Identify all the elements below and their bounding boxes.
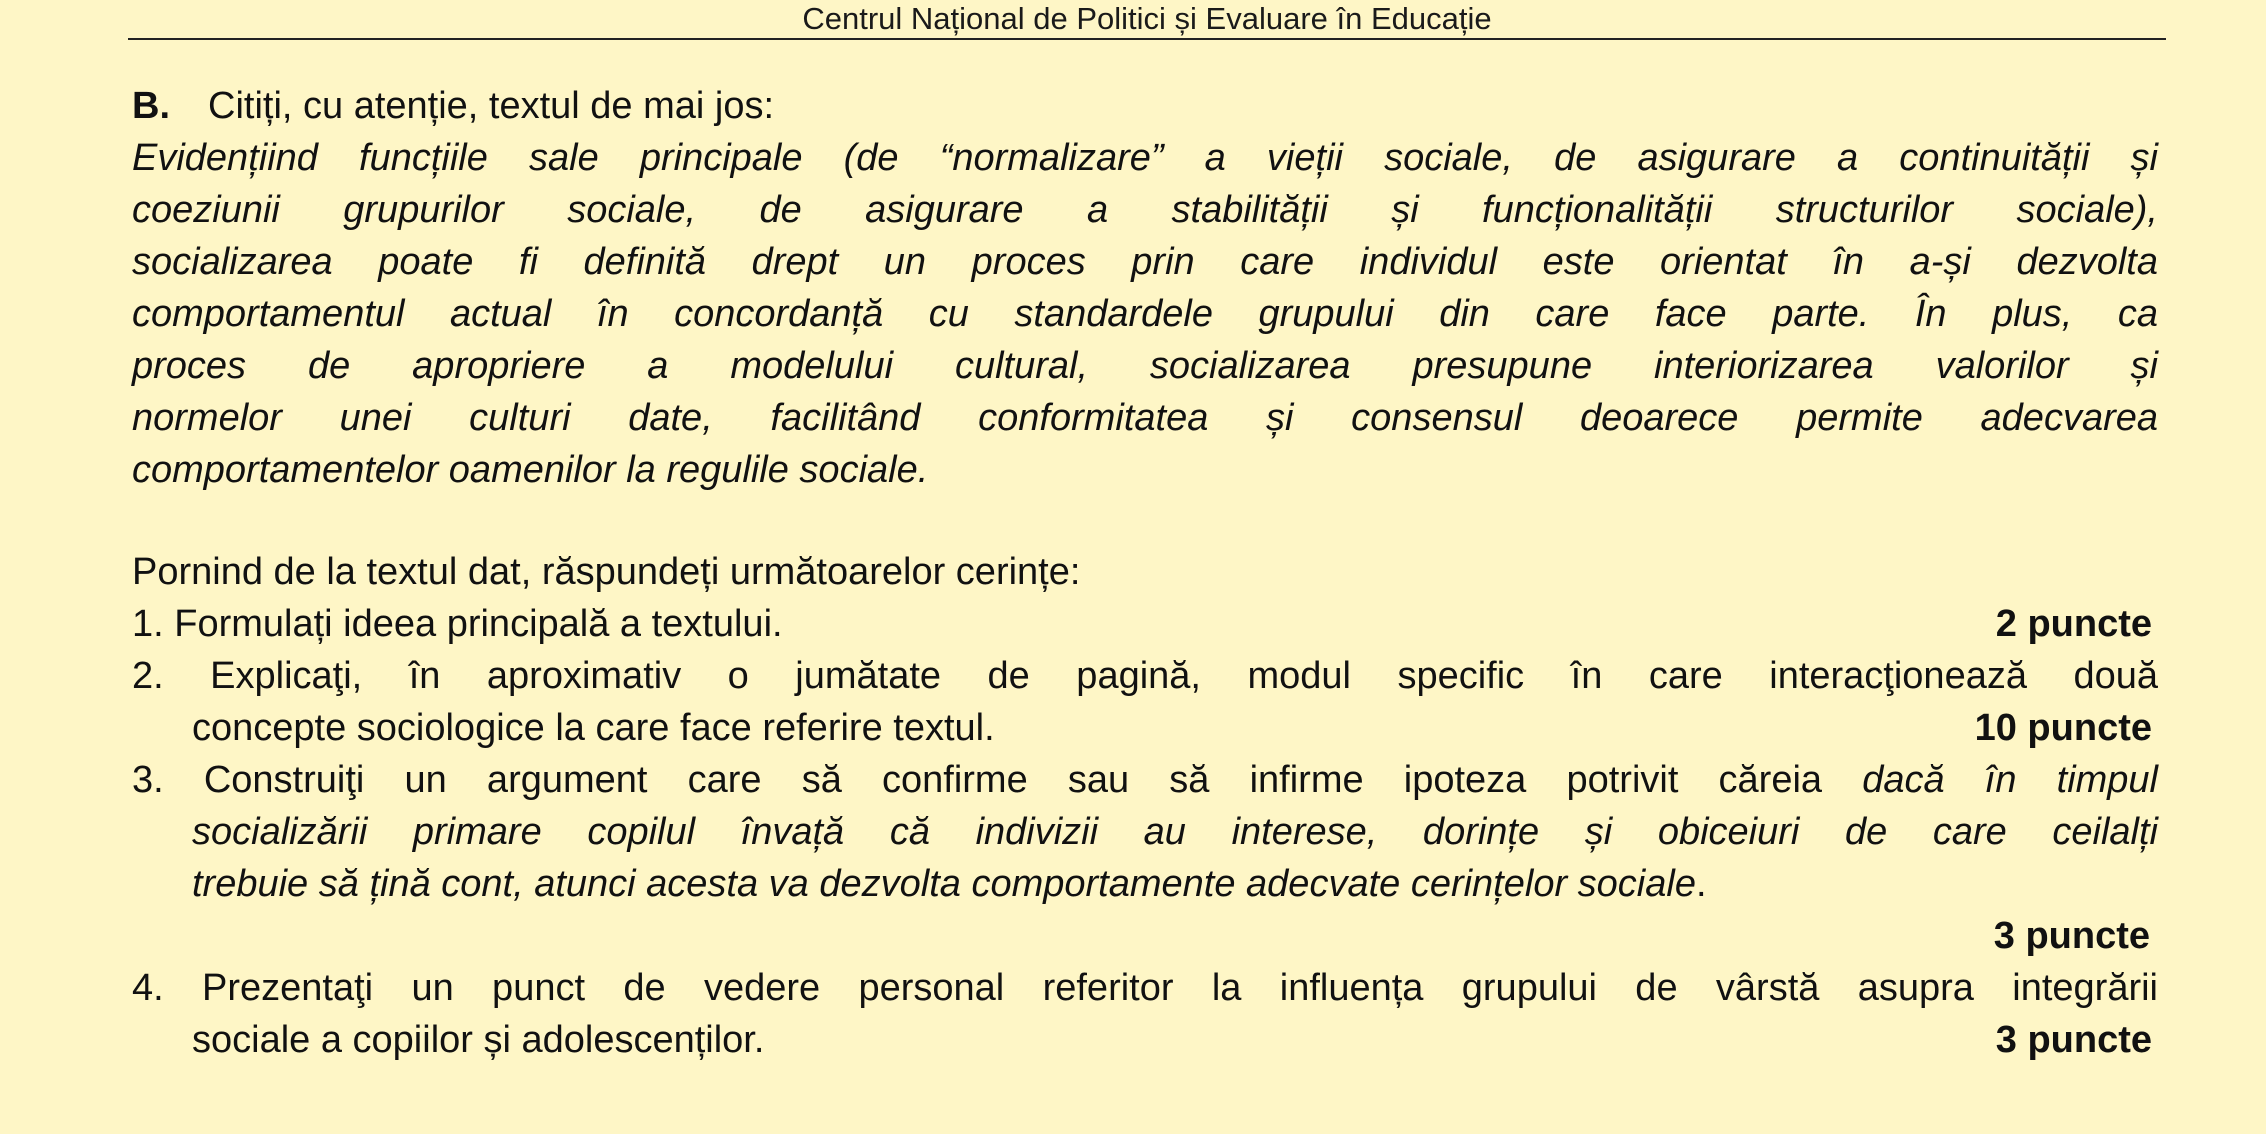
passage-line: comportamentul actual în concordanță cu standardele grupului din care face parte. În plus, ca: [132, 293, 2158, 335]
passage-line: comportamentelor oamenilor la regulile sociale.: [132, 449, 929, 491]
page-header: Centrul Național de Politici și Evaluare în Educație: [128, 0, 2166, 40]
passage-line: Evidențiind funcțiile sale principale (de “normalizare” a vieții sociale, de asigurare a continuității și: [132, 137, 2158, 179]
task-points: 10 puncte: [1974, 707, 2152, 749]
task-item-1: [132, 598, 2158, 650]
task-text: 4. Prezentaţi un punct de vedere personal referitor la influența grupului de vârstă asupra integrării: [132, 967, 2158, 1009]
task-points: 2 puncte: [1995, 603, 2152, 645]
section-label: B.: [132, 85, 170, 127]
task-points: 3 puncte: [1995, 1019, 2152, 1061]
reading-passage: [132, 132, 2158, 496]
task-text: trebuie să țină cont, atunci acesta va dezvolta comportamente adecvate cerințelor sociale.: [192, 863, 1707, 905]
task-text: 3. Construiţi un argument care să confirme sau să infirme ipoteza potrivit căreia dacă în timpul: [132, 759, 2158, 801]
task-text: socializării primare copilul învață că indivizii au interese, dorințe și obiceiuri de care ceilalți: [192, 811, 2158, 853]
task-text: concepte sociologice la care face referire textul.: [192, 707, 995, 749]
task-text: sociale a copiilor și adolescenților.: [192, 1019, 765, 1061]
task-item-3: [132, 754, 2158, 962]
passage-line: coeziunii grupurilor sociale, de asigurare a stabilității și funcționalității structurilor sociale),: [132, 189, 2158, 231]
section-instruction: [132, 80, 2158, 132]
passage-line: normelor unei culturi date, facilitând conformitatea și consensul deoarece permite adecvarea: [132, 397, 2158, 439]
exam-section: [132, 80, 2158, 1066]
task-points: 3 puncte: [1993, 915, 2150, 957]
task-item-4: [132, 962, 2158, 1066]
task-item-2: [132, 650, 2158, 754]
instruction-text: Citiți, cu atenție, textul de mai jos:: [208, 85, 775, 127]
task-text: 1. Formulați ideea principală a textului.: [132, 603, 783, 645]
passage-line: proces de apropriere a modelului cultural, socializarea presupune interiorizarea valorilor și: [132, 345, 2158, 387]
task-prompt: Pornind de la textul dat, răspundeți următoarelor cerințe:: [132, 551, 1081, 593]
task-text: 2. Explicaţi, în aproximativ o jumătate de pagină, modul specific în care interacţionează două: [132, 655, 2158, 697]
passage-line: socializarea poate fi definită drept un proces prin care individul este orientat în a-și dezvolta: [132, 241, 2158, 283]
